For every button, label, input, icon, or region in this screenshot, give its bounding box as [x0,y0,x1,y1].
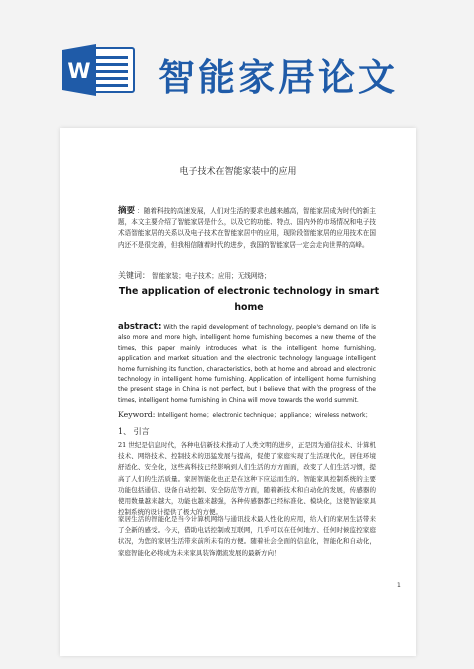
abstract-en-label: abstract: [118,322,162,332]
keywords-en [118,410,376,419]
keywords-cn [118,270,376,281]
abstract-cn-text: ：随着科技的高速发展，人们对生活的要求也越来越高，智能家居成为时代的新主题，本文主要介绍了智能家居是什么，以及它的功能、特点、国内外的市场情况和电子技术语智能家居的关系以及电子技术在智能家居中的应用，现阶段智能家居的应用技术在国内还不是很完善，但我相信随着时代的进步，我国的智能家居一定会走向世界的高峰。 [118,207,376,249]
word-icon-letter: W [67,59,91,83]
body-paragraph-2: 家居生活的智能化是当今计算机网络与通讯技术最人性化的应用，给人们的家居生活带来了全新的感受。今天，借助电话控制或互联网，几乎可以在任何地方、任何时候监控家庭状况，为您的家居生活带来前所未有的方便。随着社会全面的信息化，智能化和自动化，家庭智能化必将成为未来家具装饰潮流发展的最新方向！ [118,515,376,557]
section-heading: 1、 引言 [118,427,150,436]
keywords-en-text: Intelligent home；electronic technique；appliance；wireless network； [157,412,372,419]
paper-title: 电子技术在智能家装中的应用 [179,167,297,177]
keywords-cn-text: 智能家装；电子技术；应用；无线网络； [152,272,271,280]
page-number: 1 [397,582,401,589]
document-page [60,128,416,656]
banner-title: 智能家居论文 [158,56,398,99]
abstract-en-text: With the rapid development of technology, people's demand on life is also more and more high, intelligent home furnishing becomes a new theme of the times, this paper mainly introduces what is the intelligent home furnishing, application and market situation and the electronic technology language intelligent home furnishing its function, characteristics, both at home and abroad and electronic technology in intelligent home furnishing. Application of intelligent home furnishing the present stage in China is not perfect, but I believe that with the progress of the times, intelligent home furnishing in China will move towards the world summit. [118,324,376,404]
banner-header [0,0,474,118]
word-document-icon [62,44,136,96]
abstract-cn [118,206,376,251]
abstract-cn-label: 摘要 [118,206,136,216]
keywords-en-label: Keyword: [118,410,156,419]
english-title: The application of electronic technology in smart home [118,286,380,313]
body-paragraph-1: 21 世纪是信息时代，各种电信新技术推动了人类文明的进步，正是因为通信技术、计算机技术、网络技术、控制技术的迅猛发展与提高，促使了家庭实现了生活现代化，居住环境舒适化、安全化，这些高科技已经影响到人们生活的方方面面，改变了人们生活习惯，提高了人们的生活质量。家居智能化也正是在这种下应运而生的。智能家具控制系统的主要功能包括通信、设备自动控制、安全防范等方面，随着新技术和自动化的发展，传感器的使用数量越来越大，功能也越来越强，各种传感器都已经标准化、模块化，这使智能家具控制系统的设计提供了极大的方便。 [118,441,376,517]
abstract-en [118,322,376,406]
keywords-cn-label: 关键词： [118,271,150,280]
